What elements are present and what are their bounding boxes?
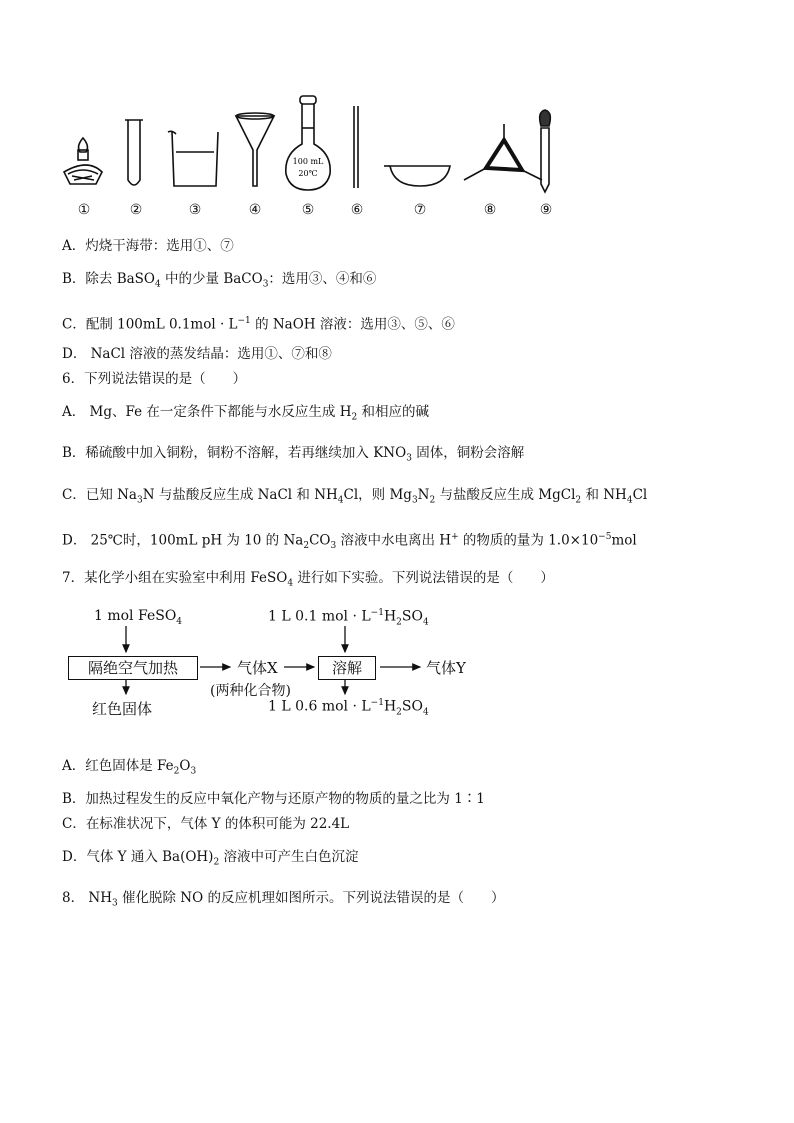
q6-option-a: A． Mg、Fe 在一定条件下都能与水反应生成 $H_2$ 和相应的碱 [62, 404, 430, 423]
apparatus-label-6: ⑥ [350, 202, 364, 218]
flow-dissolve-box: 溶解 [318, 656, 376, 680]
q7-option-c: C．在标准状况下，气体 Y 的体积可能为 22.4L [62, 816, 350, 832]
flow-heat-box: 隔绝空气加热 [68, 656, 198, 680]
dropper-icon [540, 110, 551, 192]
flow-gas-y: 气体Y [426, 659, 466, 677]
evaporating-dish-icon [384, 166, 450, 186]
apparatus-label-1: ① [77, 202, 91, 218]
q5-option-d: D． NaCl 溶液的蒸发结晶：选用①、⑦和⑧ [62, 346, 332, 362]
q8-stem: 8． $NH_3$ 催化脱除 NO 的反应机理如图所示。下列说法错误的是（ ） [62, 890, 505, 909]
apparatus-label-5: ⑤ [301, 202, 315, 218]
q5-option-c: C．配制 100mL $0.1mol \cdot L^{-1}$ 的 NaOH 溶液：选用③、⑤、⑥ [62, 316, 455, 333]
alcohol-lamp-icon [64, 138, 102, 184]
flow-acid-bottom: 1 L 0.6 mol · $L^{-1}H_2SO_4$ [268, 698, 429, 718]
flow-input-feso4: 1 mol FeSO$_4$ [94, 608, 183, 627]
apparatus-label-2: ② [129, 202, 143, 218]
flow-gas-x: 气体X [237, 659, 278, 677]
flow-acid-top: 1 L 0.1 mol · $L^{-1}H_2SO_4$ [268, 608, 429, 628]
beaker-icon [168, 131, 218, 186]
q7-option-d: D．气体 Y 通入 $Ba(OH)_2$ 溶液中可产生白色沉淀 [62, 849, 359, 868]
apparatus-label-3: ③ [188, 202, 202, 218]
clay-triangle-icon [464, 124, 542, 180]
q6-option-b: B．稀硫酸中加入铜粉，铜粉不溶解，若再继续加入 $KNO_3$ 固体，铜粉会溶解 [62, 445, 525, 464]
q7-option-b: B．加热过程发生的反应中氧化产物与还原产物的物质的量之比为 1∶1 [62, 791, 485, 807]
apparatus-label-8: ⑧ [483, 202, 497, 218]
q6-option-d: D． 25℃时，100mL pH 为 10 的 $Na_2CO_3$ 溶液中水电离出 H+ 的物质的量为 $1.0\times 10^{-5}mol$ [62, 532, 637, 552]
apparatus-label-9: ⑨ [539, 202, 553, 218]
flask-temp-text: 20℃ [298, 169, 318, 178]
apparatus-label-7: ⑦ [413, 202, 427, 218]
q6-option-c: C．已知 $Na_3N$ 与盐酸反应生成 NaCl 和 $NH_4Cl$，则 $Mg_3N_2$ 与盐酸反应生成 MgCl$_2$ 和 $NH_4Cl$ [62, 487, 648, 506]
q7-stem: 7．某化学小组在实验室中利用 FeSO$_4$ 进行如下实验。下列说法错误的是（ ） [62, 570, 554, 589]
q7-option-a: A．红色固体是 $Fe_2O_3$ [62, 758, 197, 777]
q5-option-b: B．除去 BaSO$_4$ 中的少量 BaCO$_3$：选用③、④和⑥ [62, 271, 377, 290]
glass-rod-icon [354, 106, 358, 188]
funnel-icon [236, 113, 274, 186]
test-tube-icon [125, 120, 143, 185]
q5-option-a: A．灼烧干海带：选用①、⑦ [62, 238, 234, 254]
flow-red-solid: 红色固体 [92, 700, 153, 718]
flow-gas-x-note: (两种化合物) [210, 683, 291, 699]
q7-flowchart [62, 600, 492, 740]
apparatus-label-4: ④ [248, 202, 262, 218]
q6-stem: 6．下列说法错误的是（ ） [62, 371, 247, 387]
flask-volume-text: 100 mL [292, 157, 324, 166]
